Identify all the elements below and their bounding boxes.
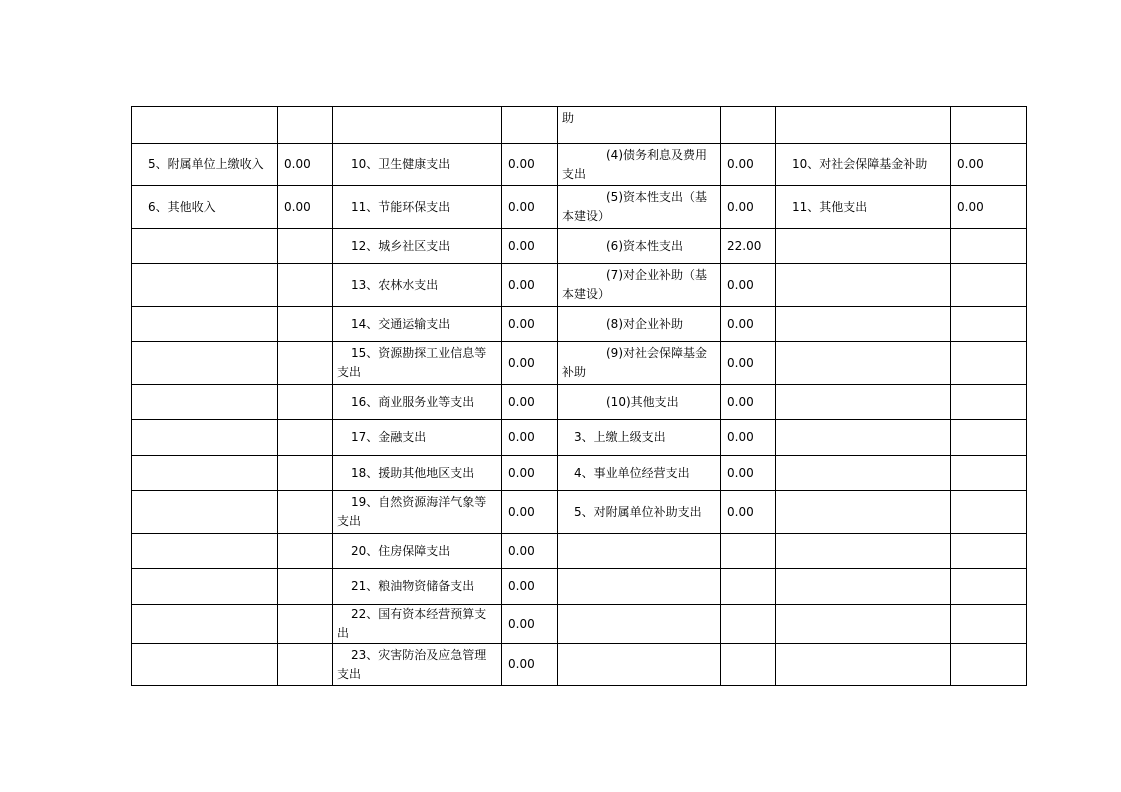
econ-amount-cell — [721, 385, 776, 420]
econ-item-cell — [558, 644, 721, 686]
expense-item-cell — [333, 385, 502, 420]
econ-item-cell — [558, 534, 721, 569]
expense-amount-cell — [502, 534, 558, 569]
econ-item-cell — [558, 107, 721, 144]
econ-item: (8)对企业补助 — [606, 316, 683, 331]
econ-item: (10)其他支出 — [606, 394, 679, 409]
econ-amount-cell — [721, 644, 776, 686]
econ-item: (4)债务利息及费用支出 — [562, 147, 707, 181]
expense-amount-cell — [502, 456, 558, 491]
table-row — [132, 229, 1027, 264]
other-amount-cell — [951, 307, 1027, 342]
income-item: 6、其他收入 — [148, 199, 216, 214]
other-item-cell — [776, 569, 951, 605]
expense-amount-cell — [502, 342, 558, 385]
expense-item: 23、灾害防治及应急管理支出 — [337, 647, 487, 681]
income-item-cell — [132, 144, 278, 186]
econ-item-cell — [558, 456, 721, 491]
income-amount: 0.00 — [284, 199, 311, 214]
table-row — [132, 420, 1027, 456]
income-item-cell — [132, 420, 278, 456]
econ-item: 5、对附属单位补助支出 — [574, 504, 702, 519]
expense-item: 22、国有资本经营预算支出 — [337, 607, 487, 640]
econ-item: (9)对社会保障基金补助 — [562, 346, 707, 379]
expense-item-cell — [333, 264, 502, 307]
expense-item-cell — [333, 107, 502, 144]
income-item-cell — [132, 534, 278, 569]
income-item-cell — [132, 644, 278, 686]
income-amount-cell — [278, 229, 333, 264]
expense-amount-cell — [502, 229, 558, 264]
other-item-cell — [776, 186, 951, 229]
budget-table — [131, 106, 1027, 686]
other-item-cell — [776, 144, 951, 186]
table-row — [132, 307, 1027, 342]
income-amount-cell — [278, 264, 333, 307]
econ-amount-cell — [721, 456, 776, 491]
other-amount-cell — [951, 186, 1027, 229]
table-row — [132, 107, 1027, 144]
econ-item-cell — [558, 342, 721, 385]
other-item-cell — [776, 107, 951, 144]
expense-item: 17、金融支出 — [351, 430, 427, 444]
income-item-cell — [132, 264, 278, 307]
other-item-cell — [776, 229, 951, 264]
expense-item: 18、援助其他地区支出 — [351, 465, 475, 480]
table-body — [132, 107, 1027, 686]
income-amount-cell — [278, 342, 333, 385]
expense-item-cell — [333, 420, 502, 456]
income-amount-cell — [278, 456, 333, 491]
expense-amount-cell — [502, 420, 558, 456]
expense-amount: 0.00 — [508, 199, 535, 214]
table-row — [132, 385, 1027, 420]
econ-amount-cell — [721, 420, 776, 456]
econ-amount: 0.00 — [727, 465, 754, 480]
expense-amount: 0.00 — [508, 355, 535, 370]
other-amount-cell — [951, 107, 1027, 144]
table-row — [132, 456, 1027, 491]
expense-item: 12、城乡社区支出 — [351, 238, 451, 253]
expense-amount-cell — [502, 644, 558, 686]
table-row — [132, 144, 1027, 186]
other-item: 11、其他支出 — [792, 199, 868, 214]
income-item-cell — [132, 605, 278, 644]
other-amount: 0.00 — [957, 199, 984, 214]
expense-item-cell — [333, 144, 502, 186]
econ-amount-cell — [721, 491, 776, 534]
other-amount-cell — [951, 534, 1027, 569]
income-item-cell — [132, 342, 278, 385]
expense-amount-cell — [502, 569, 558, 605]
income-amount-cell — [278, 307, 333, 342]
expense-item-cell — [333, 229, 502, 264]
expense-amount: 0.00 — [508, 238, 535, 253]
other-amount-cell — [951, 420, 1027, 456]
income-item-cell — [132, 491, 278, 534]
expense-item: 20、住房保障支出 — [351, 543, 451, 558]
income-item-cell — [132, 385, 278, 420]
expense-amount-cell — [502, 186, 558, 229]
other-amount-cell — [951, 605, 1027, 644]
other-amount-cell — [951, 264, 1027, 307]
other-amount-cell — [951, 456, 1027, 491]
expense-item-cell — [333, 644, 502, 686]
expense-item: 21、粮油物资储备支出 — [351, 579, 475, 593]
income-item-cell — [132, 456, 278, 491]
econ-amount: 0.00 — [727, 355, 754, 370]
expense-amount: 0.00 — [508, 543, 535, 558]
expense-item: 16、商业服务业等支出 — [351, 394, 475, 409]
expense-item-cell — [333, 456, 502, 491]
other-item-cell — [776, 491, 951, 534]
income-amount-cell — [278, 107, 333, 144]
table-row — [132, 342, 1027, 385]
income-item-cell — [132, 107, 278, 144]
econ-item-cell — [558, 264, 721, 307]
econ-amount-cell — [721, 107, 776, 144]
expense-amount: 0.00 — [508, 657, 535, 671]
other-amount-cell — [951, 342, 1027, 385]
expense-item: 19、自然资源海洋气象等支出 — [337, 495, 487, 528]
expense-amount-cell — [502, 264, 558, 307]
expense-item-cell — [333, 307, 502, 342]
econ-amount: 0.00 — [727, 157, 754, 171]
expense-amount: 0.00 — [508, 430, 535, 444]
other-amount-cell — [951, 229, 1027, 264]
econ-amount-cell — [721, 144, 776, 186]
expense-item: 11、节能环保支出 — [351, 199, 451, 214]
income-amount-cell — [278, 385, 333, 420]
income-amount-cell — [278, 644, 333, 686]
table-row — [132, 264, 1027, 307]
econ-amount: 0.00 — [727, 394, 754, 409]
expense-amount: 0.00 — [508, 579, 535, 593]
econ-item-cell — [558, 420, 721, 456]
econ-amount-cell — [721, 307, 776, 342]
expense-amount: 0.00 — [508, 465, 535, 480]
econ-amount-cell — [721, 569, 776, 605]
expense-amount: 0.00 — [508, 504, 535, 519]
expense-amount: 0.00 — [508, 157, 535, 171]
income-amount-cell — [278, 605, 333, 644]
econ-item-cell — [558, 307, 721, 342]
expense-item: 15、资源勘探工业信息等支出 — [337, 346, 487, 379]
income-amount-cell — [278, 186, 333, 229]
other-item-cell — [776, 385, 951, 420]
expense-amount-cell — [502, 385, 558, 420]
expense-amount: 0.00 — [508, 277, 535, 292]
other-amount-cell — [951, 385, 1027, 420]
expense-amount-cell — [502, 144, 558, 186]
income-amount: 0.00 — [284, 157, 311, 171]
econ-item-cell — [558, 385, 721, 420]
econ-amount-cell — [721, 186, 776, 229]
income-amount-cell — [278, 569, 333, 605]
econ-item-cell — [558, 569, 721, 605]
expense-item: 14、交通运输支出 — [351, 316, 451, 331]
table-row — [132, 644, 1027, 686]
econ-amount: 0.00 — [727, 277, 754, 292]
table-row — [132, 534, 1027, 569]
expense-item-cell — [333, 491, 502, 534]
expense-item-cell — [333, 534, 502, 569]
econ-amount-cell — [721, 264, 776, 307]
expense-amount-cell — [502, 307, 558, 342]
expense-amount-cell — [502, 605, 558, 644]
expense-amount-cell — [502, 491, 558, 534]
other-item-cell — [776, 264, 951, 307]
table-row — [132, 186, 1027, 229]
other-amount-cell — [951, 144, 1027, 186]
econ-amount: 0.00 — [727, 430, 754, 444]
income-item-cell — [132, 307, 278, 342]
econ-item: 3、上缴上级支出 — [574, 430, 666, 444]
expense-item-cell — [333, 605, 502, 644]
other-amount-cell — [951, 491, 1027, 534]
other-item-cell — [776, 644, 951, 686]
econ-item: (7)对企业补助（基本建设） — [562, 268, 707, 301]
expense-item: 13、农林水支出 — [351, 277, 439, 292]
income-item-cell — [132, 569, 278, 605]
econ-amount-cell — [721, 605, 776, 644]
expense-amount: 0.00 — [508, 616, 535, 631]
econ-amount: 0.00 — [727, 199, 754, 214]
expense-item: 10、卫生健康支出 — [351, 157, 451, 171]
other-item: 10、对社会保障基金补助 — [792, 157, 928, 171]
econ-item-cell — [558, 229, 721, 264]
expense-item-cell — [333, 569, 502, 605]
econ-amount-cell — [721, 342, 776, 385]
econ-amount-cell — [721, 229, 776, 264]
expense-item-cell — [333, 186, 502, 229]
table-row — [132, 569, 1027, 605]
other-item-cell — [776, 420, 951, 456]
income-item-cell — [132, 229, 278, 264]
other-amount: 0.00 — [957, 157, 984, 171]
table-row — [132, 491, 1027, 534]
other-amount-cell — [951, 644, 1027, 686]
income-item-cell — [132, 186, 278, 229]
other-item-cell — [776, 534, 951, 569]
econ-item-cell — [558, 144, 721, 186]
income-item: 5、附属单位上缴收入 — [148, 157, 264, 171]
econ-amount-cell — [721, 534, 776, 569]
other-item-cell — [776, 307, 951, 342]
econ-item-cell — [558, 186, 721, 229]
econ-item: (5)资本性支出（基本建设） — [562, 190, 707, 223]
econ-item-cell — [558, 605, 721, 644]
income-amount-cell — [278, 420, 333, 456]
econ-amount: 22.00 — [727, 238, 762, 253]
expense-amount: 0.00 — [508, 394, 535, 409]
other-item-cell — [776, 342, 951, 385]
other-amount-cell — [951, 569, 1027, 605]
income-amount-cell — [278, 491, 333, 534]
expense-amount: 0.00 — [508, 316, 535, 331]
table-row — [132, 605, 1027, 644]
econ-amount: 0.00 — [727, 316, 754, 331]
expense-amount-cell — [502, 107, 558, 144]
econ-item: 4、事业单位经营支出 — [574, 465, 690, 480]
econ-amount: 0.00 — [727, 504, 754, 519]
other-item-cell — [776, 605, 951, 644]
other-item-cell — [776, 456, 951, 491]
income-amount-cell — [278, 144, 333, 186]
econ-item: (6)资本性支出 — [606, 238, 683, 253]
econ-item-cell — [558, 491, 721, 534]
expense-item-cell — [333, 342, 502, 385]
income-amount-cell — [278, 534, 333, 569]
econ-item: 助 — [562, 111, 575, 125]
